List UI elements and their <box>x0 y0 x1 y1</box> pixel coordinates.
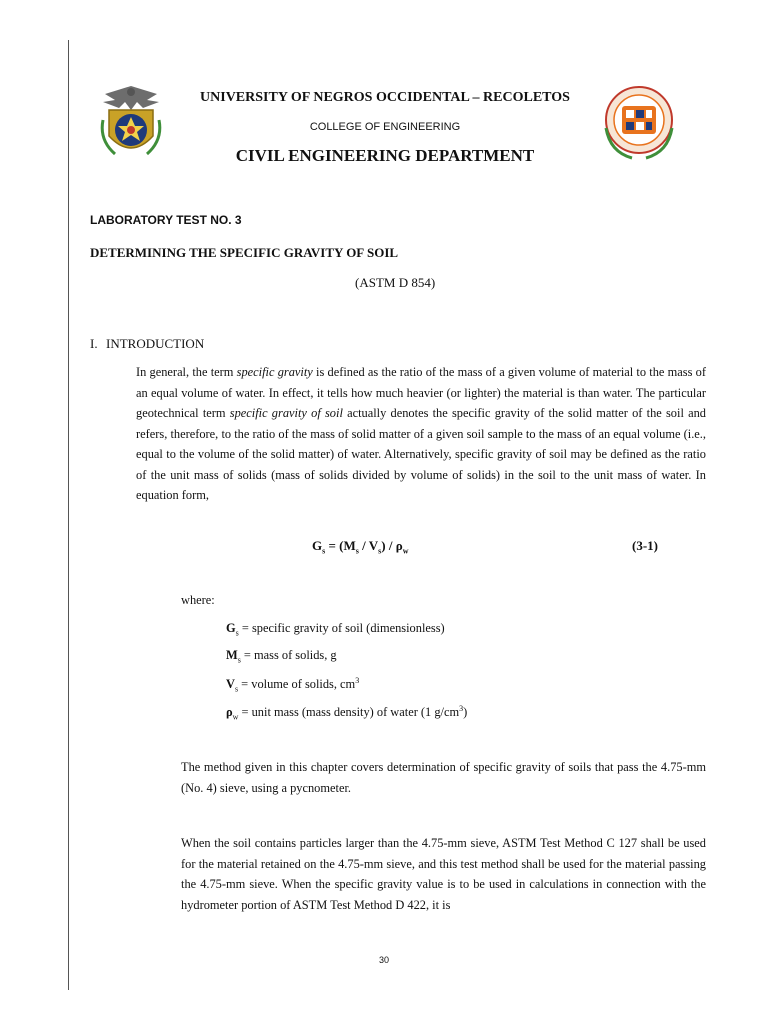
section-number: I. <box>90 336 98 351</box>
college-name: COLLEGE OF ENGINEERING <box>309 121 461 133</box>
oversize-paragraph: When the soil contains particles larger than the 4.75-mm sieve, ASTM Test Method C 127 shall be used for the material retained on the 4.75-mm sieve, and this test method shall be used for the material passing the 4.75-mm sieve. When the specific gravity value is to be used in calculations in connection with the hydrometer portion of ASTM Test Method D 422, it is <box>181 836 706 912</box>
definition-item: $G_s$ = specific gravity of soil (dimensionless) <box>226 621 445 638</box>
university-name: UNIVERSITY OF NEGROS OCCIDENTAL – RECOLETOS <box>200 90 570 105</box>
section-heading <box>90 336 204 352</box>
definition-item: $V_s$ = volume of solids, $cm^3$ <box>226 676 360 694</box>
university-seal-logo <box>95 80 167 164</box>
lab-test-title: DETERMINING THE SPECIFIC GRAVITY OF SOIL <box>90 245 399 260</box>
college-seal-logo <box>600 82 678 162</box>
lab-test-number: LABORATORY TEST NO. 3 <box>90 213 242 227</box>
margin-rule <box>68 40 69 990</box>
intro-paragraph: In general, the term specific gravity is defined as the ratio of the mass of a given volume of material to the mass of an equal volume of water. In effect, it tells how much heavier (or lighter) the material is than water. The particular geotechnical term specific gravity of soil actually denotes the specific gravity of the solid matter of the soil and refers, therefore, to the ratio of the mass of solid matter of a given soil sample to the mass of an equal volume (i.e., equal to the volume of the solid matter) of water. Alternatively, specific gravity of soil may be defined as the ratio of the unit mass of solids (mass of solids divided by volume of solids) in the soil to the unit mass of water. In equation form, <box>136 365 706 502</box>
scope-paragraph: The method given in this chapter covers determination of specific gravity of soils that pass the 4.75-mm (No. 4) sieve, using a pycnometer. <box>181 760 706 795</box>
definition-item: $M_s$ = mass of solids, g <box>226 648 337 665</box>
where-label: where: <box>181 593 215 607</box>
astm-standard: (ASTM D 854) <box>355 275 436 290</box>
equation-number: (3-1) <box>632 538 658 553</box>
department-name: CIVIL ENGINEERING DEPARTMENT <box>235 146 535 165</box>
equation: $G_s = (M_s / V_s) / \rho_w$ <box>312 538 409 556</box>
page-number: 30 <box>378 955 390 965</box>
definition-item: $\rho_w$ = unit mass (mass density) of water (1 $g/cm^3$) <box>226 704 468 722</box>
section-title: INTRODUCTION <box>106 336 205 351</box>
